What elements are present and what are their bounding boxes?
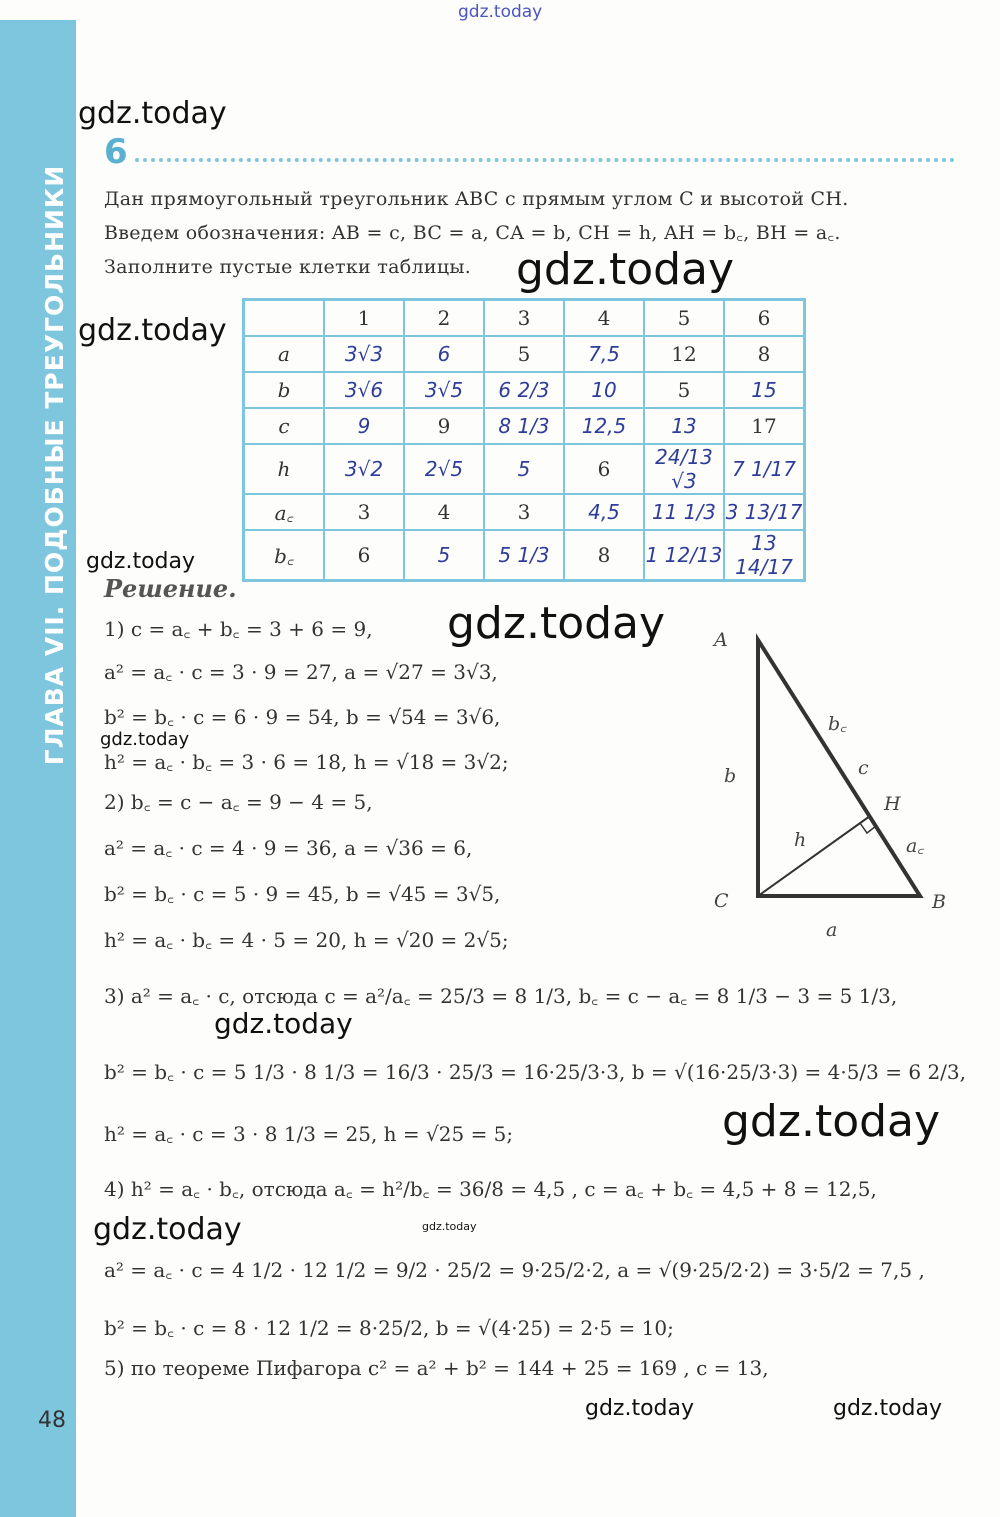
side-label-c: c [858,757,869,779]
table-header-cell: 4 [564,300,644,337]
table-cell: 8 1/3 [484,408,564,444]
table-cell: 12 [644,336,724,372]
table-header-cell [244,300,325,337]
table-cell: 10 [564,372,644,408]
side-label-bc: b꜀ [828,713,847,735]
watermark: gdz.today [516,244,735,295]
values-table [242,298,806,582]
table-cell: 3√3 [324,336,404,372]
watermark: gdz.today [93,1212,242,1247]
table-header-row [244,300,805,337]
task-line: Заполните пустые клетки таблицы. [104,256,472,278]
solution-line: 3) a² = a꜀ · c, отсюда c = a²/a꜀ = 25/3 = 8 1/3, b꜀ = c − a꜀ = 8 1/3 − 3 = 5 1/3, [104,984,898,1008]
table-header-cell: 2 [404,300,484,337]
solution-line: b² = b꜀ · c = 5 · 9 = 45, b = √45 = 3√5, [104,882,501,906]
table-cell: 3 [324,494,404,530]
chapter-sidebar [0,20,76,1517]
table-cell: 3 13/17 [724,494,805,530]
solution-line: 4) h² = a꜀ · b꜀, отсюда a꜀ = h²/b꜀ = 36/8 = 4,5 , c = a꜀ + b꜀ = 4,5 + 8 = 12,5, [104,1177,877,1201]
watermark: gdz.today [214,1007,353,1040]
table-cell: 9 [404,408,484,444]
table-cell: 5 [484,444,564,494]
table-cell: 5 1/3 [484,530,564,581]
triangle-outline [758,640,920,896]
table-cell: 9 [324,408,404,444]
table-cell: 3√5 [404,372,484,408]
table-cell: 17 [724,408,805,444]
solution-line: 5) по теореме Пифагора c² = a² + b² = 144 + 25 = 169 , c = 13, [104,1356,769,1380]
vertex-label-b: B [932,891,946,913]
solution-line: 1) c = a꜀ + b꜀ = 3 + 6 = 9, [104,617,373,641]
table-cell: 12,5 [564,408,644,444]
table-cell: 8 [724,336,805,372]
table-cell: 13 [644,408,724,444]
side-label-ac: a꜀ [906,835,924,857]
solution-line: a² = a꜀ · c = 3 · 9 = 27, a = √27 = 3√3, [104,660,498,684]
row-label: b [244,372,325,408]
table-cell: 3√2 [324,444,404,494]
table-row [244,494,805,530]
table-row [244,372,805,408]
table-cell: 5 [484,336,564,372]
table-row [244,444,805,494]
solution-line: h² = a꜀ · b꜀ = 4 · 5 = 20, h = √20 = 2√5; [104,928,509,952]
side-label-h: h [794,829,807,851]
row-label: h [244,444,325,494]
chapter-title: ГЛАВА VII. ПОДОБНЫЕ ТРЕУГОЛЬНИКИ [40,164,69,766]
watermark: gdz.today [722,1096,941,1147]
vertex-label-h: H [884,793,901,815]
table-cell: 7,5 [564,336,644,372]
solution-line: b² = b꜀ · c = 6 · 9 = 54, b = √54 = 3√6, [104,705,501,729]
watermark: gdz.today [447,598,666,649]
table-header-cell: 1 [324,300,404,337]
table-cell: 13 14/17 [724,530,805,581]
table-cell: 2√5 [404,444,484,494]
side-label-b: b [724,765,737,787]
table-cell: 6 [404,336,484,372]
watermark: gdz.today [833,1396,943,1421]
altitude-line [758,816,870,896]
row-label: c [244,408,325,444]
task-number: 6 [104,132,128,172]
solution-line: a² = a꜀ · c = 4 · 9 = 36, a = √36 = 6, [104,836,473,860]
solution-line: 2) b꜀ = c − a꜀ = 9 − 4 = 5, [104,790,373,814]
watermark: gdz.today [585,1396,695,1421]
table-header-cell: 6 [724,300,805,337]
table-cell: 6 [324,530,404,581]
triangle-figure [700,620,960,950]
table-header-cell: 5 [644,300,724,337]
table-cell: 8 [564,530,644,581]
watermark: gdz.today [458,2,543,22]
table-cell: 4 [404,494,484,530]
table-cell: 11 1/3 [644,494,724,530]
table-cell: 24/13 √3 [644,444,724,494]
table-row [244,336,805,372]
dotted-divider [135,158,955,162]
task-line: Дан прямоугольный треугольник ABC с прямым углом C и высотой CH. [104,188,849,210]
row-label: a꜀ [244,494,325,530]
solution-line: h² = a꜀ · c = 3 · 8 1/3 = 25, h = √25 = 5; [104,1122,514,1146]
side-label-a: a [826,919,838,941]
watermark: gdz.today [100,729,190,750]
solution-line: a² = a꜀ · c = 4 1/2 · 12 1/2 = 9/2 · 25/2 = 9·25/2·2, a = √(9·25/2·2) = 3·5/2 = 7,5 , [104,1258,925,1282]
watermark: gdz.today [78,96,227,131]
table-cell: 1 12/13 [644,530,724,581]
table-cell: 5 [644,372,724,408]
table-cell: 4,5 [564,494,644,530]
table-cell: 6 [564,444,644,494]
solution-title: Решение. [104,574,237,603]
solution-line: b² = b꜀ · c = 8 · 12 1/2 = 8·25/2, b = √(4·25) = 2·5 = 10; [104,1316,674,1340]
table-cell: 3 [484,494,564,530]
page-number: 48 [38,1408,66,1433]
task-line: Введем обозначения: AB = c, BC = a, CA = b, CH = h, AH = b꜀, BH = a꜀. [104,222,841,244]
task-statement [104,182,964,284]
table-cell: 15 [724,372,805,408]
row-label: b꜀ [244,530,325,581]
table-cell: 6 2/3 [484,372,564,408]
table-cell: 3√6 [324,372,404,408]
table-row [244,408,805,444]
table-row [244,530,805,581]
vertex-label-a: A [714,629,728,651]
vertex-label-c: C [714,890,729,912]
row-label: a [244,336,325,372]
solution-line: b² = b꜀ · c = 5 1/3 · 8 1/3 = 16/3 · 25/3 = 16·25/3·3, b = √(16·25/3·3) = 4·5/3 = 6 2/3, [104,1060,966,1084]
table-cell: 7 1/17 [724,444,805,494]
watermark: gdz.today [86,549,196,574]
table-header-cell: 3 [484,300,564,337]
watermark: gdz.today [78,313,227,348]
watermark: gdz.today [422,1220,477,1233]
solution-line: h² = a꜀ · b꜀ = 3 · 6 = 18, h = √18 = 3√2; [104,750,509,774]
table-cell: 5 [404,530,484,581]
